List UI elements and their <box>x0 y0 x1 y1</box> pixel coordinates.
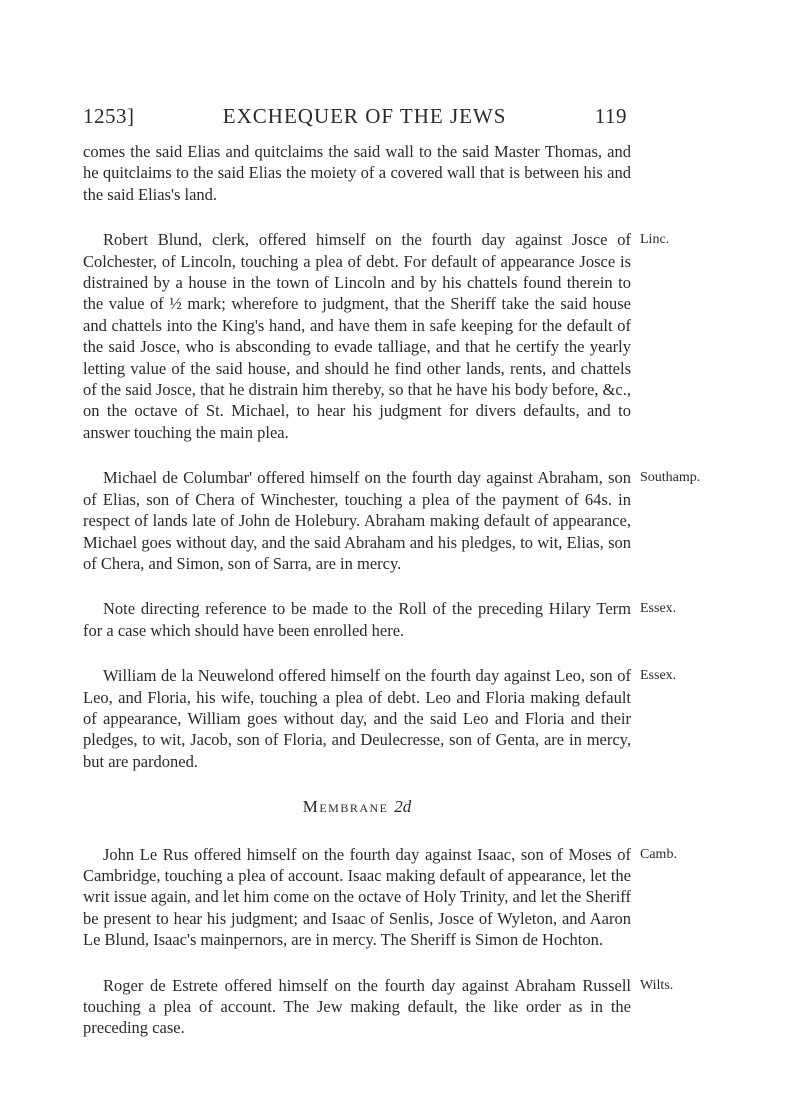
membrane-heading <box>83 796 631 817</box>
paragraph-text: Roger de Estrete offered himself on the fourth day against Abraham Russell touching a plea of account. The Jew making default, the like order as in the preceding case. <box>83 975 631 1038</box>
paragraph <box>83 141 631 205</box>
paragraph <box>83 229 670 443</box>
paragraph <box>83 975 674 1039</box>
paragraph <box>83 665 677 772</box>
margin-note: Wilts. <box>640 977 674 993</box>
running-header <box>83 104 627 129</box>
margin-note: Linc. <box>640 232 670 248</box>
margin-note: Essex. <box>640 601 677 617</box>
paragraph-text: John Le Rus offered himself on the fourth day against Isaac, son of Moses of Cambridge, touching a plea of account. Isaac making default of appearance, let the writ issue again, and let him come on the octave of Holy Trinity, and let the Sheriff be present to hear his judgment; and Isaac of Senlis, Josce of Wyleton, and Aaron Le Blund, Isaac's mainpernors, are in mercy. The Sheriff is Simon de Hochton. <box>83 844 631 950</box>
paragraph <box>83 598 677 641</box>
paragraph-text: comes the said Elias and quitclaims the said wall to the said Master Thomas, and he quitclaims to the said Elias the moiety of a covered wall that is between his and the said Elias's land. <box>83 142 631 204</box>
page-body <box>83 141 701 1063</box>
paragraph <box>83 844 677 951</box>
paragraph-text: William de la Neuwelond offered himself on the fourth day against Leo, son of Leo, and Floria, his wife, touching a plea of debt. Leo and Floria making default of appearance, William goes without day, and the said Leo and Floria and their pledges, to wit, Jacob, son of Floria, and Deulecresse, son of Genta, are in mercy, but are pardoned. <box>83 666 631 771</box>
margin-note: Essex. <box>640 668 677 684</box>
membrane-heading-number: 2d <box>394 797 412 817</box>
header-year: 1253] <box>83 104 135 128</box>
paragraph-text: Note directing reference to be made to the Roll of the preceding Hilary Term for a case which should have been enrolled here. <box>83 599 631 640</box>
page-number: 119 <box>594 104 627 128</box>
paragraph <box>83 467 701 574</box>
margin-note: Camb. <box>640 846 677 862</box>
paragraph-text: Robert Blund, clerk, offered himself on the fourth day against Josce of Colchester, of Lincoln, touching a plea of debt. For default of appearance Josce is distrained by a house in the town of Lincoln and by his chattels found therein to the value of ½ mark; wherefore to judgment, that the Sheriff take the said house and chattels into the King's hand, and have them in safe keeping for the default of the said Josce, who is absconding to evade talliage, and that he certify the yearly letting value of the said house, and should he find other lands, rents, and chattels of the said Josce, that he distrain him thereby, so that he have his body before, &c., on the octave of St. Michael, to hear his judgment for divers defaults, and to answer touching the main plea. <box>83 230 631 442</box>
header-title: EXCHEQUER OF THE JEWS <box>222 104 507 128</box>
membrane-heading-word: Membrane <box>302 797 389 817</box>
margin-note: Southamp. <box>640 470 701 486</box>
paragraph-text: Michael de Columbar' offered himself on the fourth day against Abraham, son of Elias, son of Chera of Winchester, touching a plea of the payment of 64s. in respect of lands late of John de Holebury. Abraham making default of appearance, Michael goes without day, and the said Abraham and his pledges, to wit, Elias, son of Chera, and Simon, son of Sarra, are in mercy. <box>83 468 631 573</box>
